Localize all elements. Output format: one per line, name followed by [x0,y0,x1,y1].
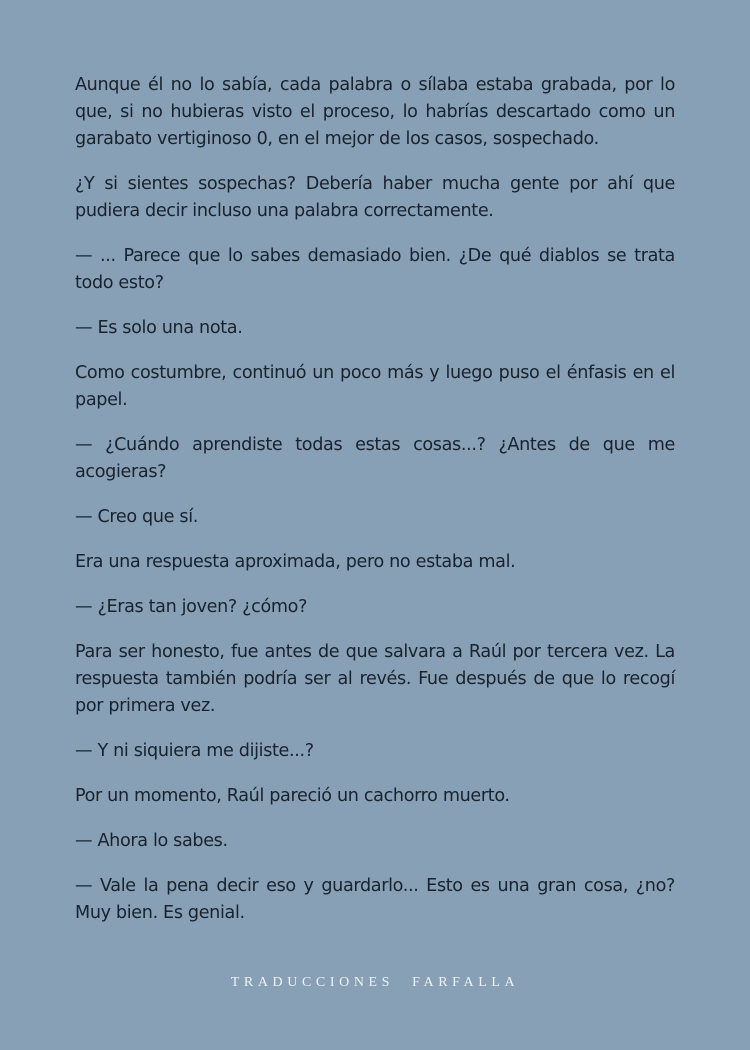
dialogue-line: — Es solo una nota. [75,318,243,338]
translator-credit: TRADUCCIONES FARFALLA [230,975,520,990]
paragraph: Era una respuesta aproximada, pero no estaba mal. [75,552,516,572]
paragraph: Para ser honesto, fue antes de que salvara a Raúl por tercera vez. La respuesta también podría ser al revés. Fue después de que lo recogí por primera vez. [75,642,675,716]
dialogue-line: — ... Parece que lo sabes demasiado bien. ¿De qué diablos se trata todo esto? [75,246,675,293]
paragraph: Como costumbre, continuó un poco más y luego puso el énfasis en el papel. [75,363,675,410]
dialogue-line: — Ahora lo sabes. [75,831,228,851]
dialogue-line: — ¿Cuándo aprendiste todas estas cosas...? ¿Antes de que me acogieras? [75,435,675,482]
paragraph: Por un momento, Raúl pareció un cachorro muerto. [75,786,510,806]
document-body [75,72,675,945]
paragraph: ¿Y si sientes sospechas? Debería haber mucha gente por ahí que pudiera decir incluso una palabra correctamente. [75,174,675,221]
dialogue-line: — Vale la pena decir eso y guardarlo... Esto es una gran cosa, ¿no? Muy bien. Es genial. [75,876,675,923]
dialogue-line: — Y ni siquiera me dijiste...? [75,741,314,761]
dialogue-line: — Creo que sí. [75,507,198,527]
paragraph: Aunque él no lo sabía, cada palabra o sílaba estaba grabada, por lo que, si no hubieras visto el proceso, lo habrías descartado como un garabato vertiginoso 0, en el mejor de los casos, sospechado. [75,75,675,149]
dialogue-line: — ¿Eras tan joven? ¿cómo? [75,597,308,617]
